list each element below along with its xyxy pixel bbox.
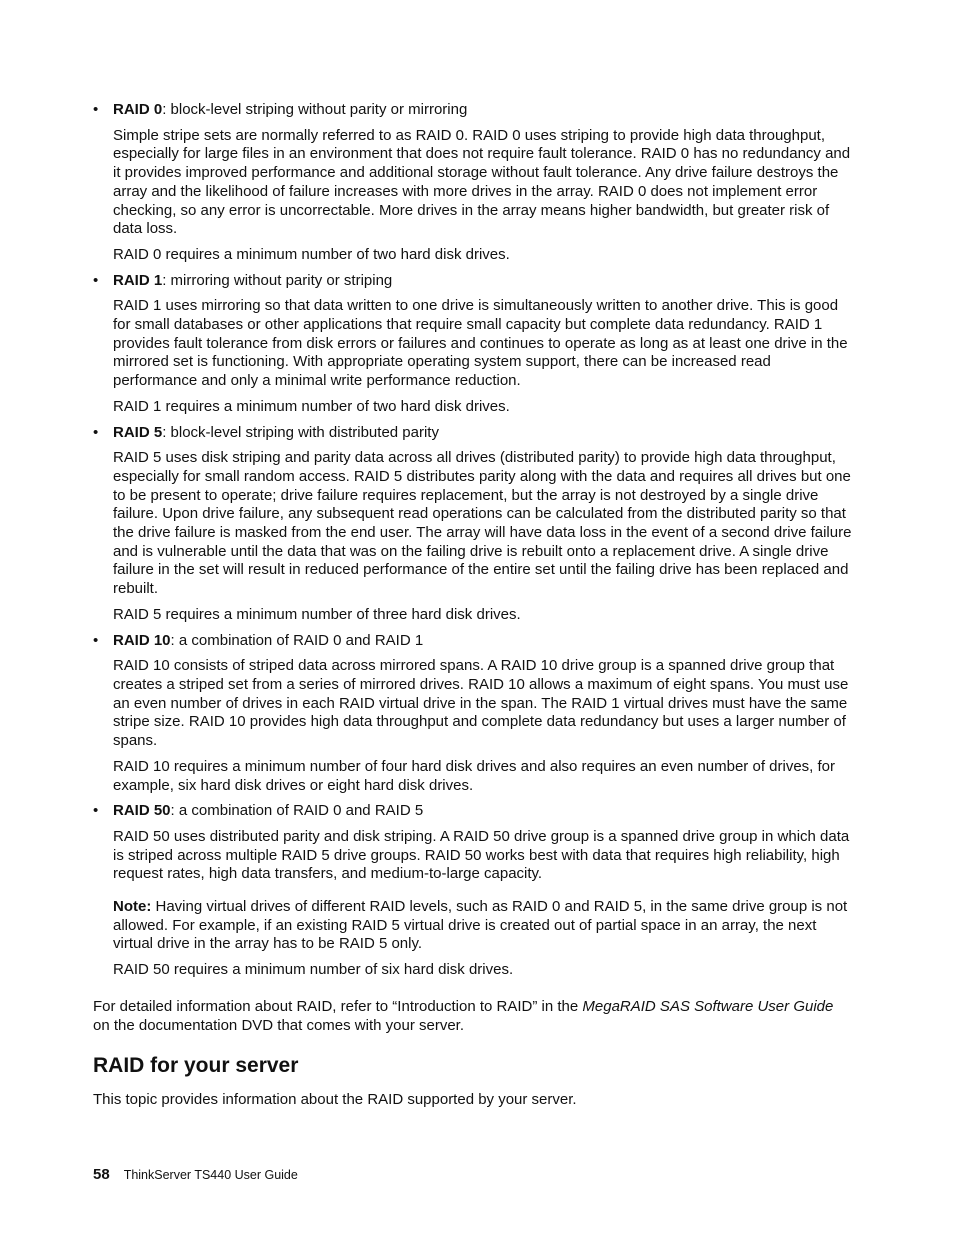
- bullet-icon: •: [93, 423, 99, 441]
- bullet-icon: •: [93, 271, 99, 289]
- item-description: block-level striping with distributed parity: [170, 423, 439, 441]
- item-paragraph: RAID 10 requires a minimum number of four hard disk drives and also requires an even number of drives, for example, six hard disk drives or eight hard disk drives.: [113, 757, 835, 794]
- item-description: a combination of RAID 0 and RAID 1: [178, 631, 424, 649]
- item-paragraph: RAID 1 uses mirroring so that data written to one drive is simultaneously written to another drive. This is good for small databases or other applications that require small capacity but complete data redundancy. RAID 1 provides fault tolerance from disk errors or failures and continues to operate as long as at least one drive in the mirrored set is functioning. With appropriate operating system support, there can be increased read performance and only a minimal write performance reduction.: [113, 297, 848, 390]
- item-term: RAID 50: [113, 802, 171, 820]
- item-term: RAID 1: [113, 271, 163, 289]
- item-heading: RAID 1: mirroring without parity or striping: [113, 271, 393, 289]
- list-item-raid-0: [93, 101, 853, 265]
- item-heading: RAID 0: block-level striping without parity or mirroring: [113, 101, 468, 118]
- note-text: Having virtual drives of different RAID levels, such as RAID 0 and RAID 5, in the same drive group is not allowed. For example, if an existing RAID 5 virtual drive is created out of partial space in an array, the next virtual drive in the array has to be RAID 5 only.: [113, 898, 848, 953]
- item-term: RAID 5: [113, 423, 163, 441]
- closing-text-before: For detailed information about RAID, refer to “Introduction to RAID” in the: [93, 997, 583, 1015]
- closing-text-after: on the documentation DVD that comes with your server.: [93, 1016, 465, 1034]
- note: [113, 898, 853, 954]
- item-paragraph: RAID 50 requires a minimum number of six hard disk drives.: [113, 961, 514, 979]
- item-paragraph: RAID 0 requires a minimum number of two hard disk drives.: [113, 245, 510, 263]
- list-item-raid-50: [93, 802, 853, 980]
- section-intro: This topic provides information about the RAID supported by your server.: [93, 1091, 577, 1109]
- closing-paragraph: [93, 998, 853, 1035]
- item-description: a combination of RAID 0 and RAID 5: [178, 802, 424, 820]
- list-item-raid-10: [93, 632, 853, 796]
- item-description: mirroring without parity or striping: [170, 271, 393, 289]
- item-paragraph: RAID 5 uses disk striping and parity data across all drives (distributed parity) to provide high data throughput, especially for small random access. RAID 5 distributes parity along with the data and requires all drives but one to be present to operate; drive failure requires replacement, but the array is not destroyed by a single drive failure. Upon drive failure, any subsequent read operations can be calculated from the distributed parity so that the drive failure is masked from the end user. The array will have data loss in the event of a second drive failure and is vulnerable until the data that was on the failing drive is rebuilt onto a replacement drive. A single drive failure in the set will result in reduced performance of the entire set until the failing drive has been replaced and rebuilt.: [113, 449, 852, 598]
- item-paragraph: RAID 50 uses distributed parity and disk striping. A RAID 50 drive group is a spanned drive group in which data is striped across multiple RAID 5 drive groups. RAID 50 works best with data that requires high reliability, high request rates, high data transfers, and medium-to-large capacity.: [113, 827, 850, 883]
- item-heading: RAID 10: a combination of RAID 0 and RAID 1: [113, 631, 424, 649]
- item-description: block-level striping without parity or mirroring: [170, 101, 468, 118]
- item-heading: RAID 5: block-level striping with distributed parity: [113, 423, 439, 441]
- item-paragraph: RAID 10 consists of striped data across mirrored spans. A RAID 10 drive group is a spanned drive group that creates a striped set from a series of mirrored drives. RAID 10 allows a maximum of eight spans. You must use an even number of drives in each RAID virtual drive in the span. The RAID 1 virtual drives must have the same stripe size. RAID 10 provides high data throughput and complete data redundancy but uses a larger number of spans.: [113, 657, 849, 750]
- bullet-icon: •: [93, 802, 99, 820]
- item-term: RAID 0: [113, 101, 163, 118]
- item-term: RAID 10: [113, 631, 171, 649]
- footer-doc-title: ThinkServer TS440 User Guide: [123, 1168, 298, 1182]
- guide-title: MegaRAID SAS Software User Guide: [582, 997, 834, 1015]
- list-item-raid-5: [93, 424, 853, 625]
- page-number: 58: [93, 1166, 110, 1183]
- note-label: Note:: [113, 898, 152, 916]
- item-heading: RAID 50: a combination of RAID 0 and RAID 5: [113, 802, 424, 820]
- bullet-icon: •: [93, 101, 99, 118]
- list-item-raid-1: [93, 272, 853, 417]
- item-paragraph: Simple stripe sets are normally referred to as RAID 0. RAID 0 uses striping to provide high data throughput, especially for large files in an environment that does not require fault tolerance. RAID 0 has no redundancy and it provides improved performance and additional storage without fault tolerance. Any drive failure destroys the array and the likelihood of failure increases with more drives in the array. RAID 0 does not implement error checking, so any error is uncorrectable. More drives in the array means higher bandwidth, but greater risk of data loss.: [113, 126, 851, 238]
- bullet-icon: •: [93, 631, 99, 649]
- section-heading: RAID for your server: [93, 1054, 299, 1078]
- item-paragraph: RAID 5 requires a minimum number of three hard disk drives.: [113, 605, 521, 623]
- page-content: [93, 101, 853, 1110]
- item-paragraph: RAID 1 requires a minimum number of two hard disk drives.: [113, 397, 510, 415]
- page-footer: [93, 1166, 298, 1184]
